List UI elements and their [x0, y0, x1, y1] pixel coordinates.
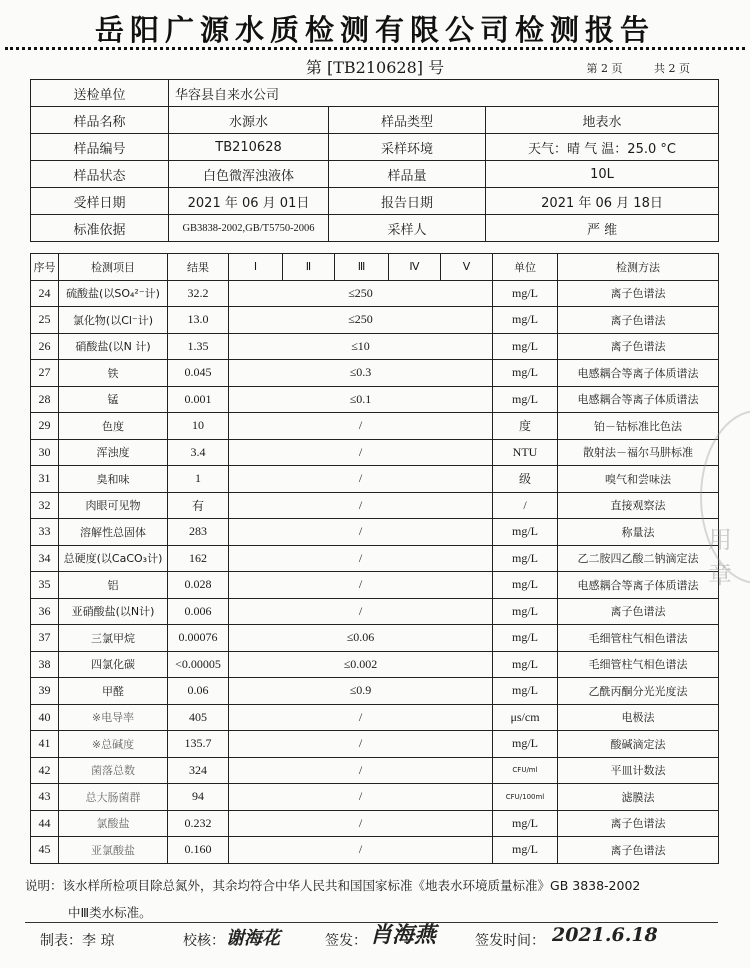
row-number: 41 [31, 731, 59, 758]
test-result: 0.160 [168, 837, 229, 864]
row-number: 32 [31, 492, 59, 519]
info-label: 受样日期 [31, 188, 169, 215]
unit: mg/L [493, 386, 558, 413]
test-method: 离子色谱法 [558, 598, 719, 625]
test-method: 离子色谱法 [558, 837, 719, 864]
standard-limit: / [229, 545, 493, 572]
test-item: 浑浊度 [59, 439, 168, 466]
results-header-row [31, 254, 719, 281]
test-result: 135.7 [168, 731, 229, 758]
table-row [31, 360, 719, 387]
row-number: 43 [31, 784, 59, 811]
test-result: 10 [168, 413, 229, 440]
row-number: 42 [31, 757, 59, 784]
unit: mg/L [493, 519, 558, 546]
info-value: 地表水 [486, 107, 719, 134]
standard-limit: / [229, 704, 493, 731]
test-method: 散射法－福尔马肼标准 [558, 439, 719, 466]
table-row [31, 333, 719, 360]
unit: mg/L [493, 280, 558, 307]
table-row [31, 784, 719, 811]
page-current: 第 2 页 [586, 62, 623, 75]
test-method: 电感耦合等离子体质谱法 [558, 386, 719, 413]
unit: mg/L [493, 572, 558, 599]
standard-limit: ≤250 [229, 280, 493, 307]
report-number: 第 [TB210628] 号 [305, 58, 445, 77]
standard-limit: / [229, 757, 493, 784]
unit: mg/L [493, 810, 558, 837]
table-row [31, 651, 719, 678]
info-label: 样品状态 [31, 161, 169, 188]
info-label: 样品类型 [329, 107, 486, 134]
unit: / [493, 492, 558, 519]
unit: 度 [493, 413, 558, 440]
standard-limit: ≤250 [229, 307, 493, 334]
test-method: 电极法 [558, 704, 719, 731]
test-result: 1.35 [168, 333, 229, 360]
unit: mg/L [493, 360, 558, 387]
test-method: 乙酰丙酮分光光度法 [558, 678, 719, 705]
test-item: 三氯甲烷 [59, 625, 168, 652]
column-header: 结果 [168, 254, 229, 281]
info-value: 10L [486, 161, 719, 188]
test-result: 324 [168, 757, 229, 784]
unit: CFU/100ml [493, 784, 558, 811]
test-method: 乙二胺四乙酸二钠滴定法 [558, 545, 719, 572]
column-header: 检测方法 [558, 254, 719, 281]
column-header: Ⅱ [283, 254, 335, 281]
test-method: 毛细管柱气相色谱法 [558, 625, 719, 652]
column-header: Ⅲ [335, 254, 389, 281]
checker-signature: 谢海花 [226, 928, 280, 949]
signer-label: 签发： [325, 933, 367, 949]
sample-info-table [30, 79, 719, 242]
test-item: 菌落总数 [59, 757, 168, 784]
info-value: 水源水 [169, 107, 329, 134]
info-value: 白色微浑浊液体 [169, 161, 329, 188]
info-row [31, 80, 719, 107]
standard-limit: / [229, 810, 493, 837]
info-value: 天气：晴 气 温：25.0 °C [486, 134, 719, 161]
unit: mg/L [493, 731, 558, 758]
test-item: ※总碱度 [59, 731, 168, 758]
unit: 级 [493, 466, 558, 493]
seal-text: 用章 [708, 526, 732, 589]
info-label: 采样环境 [329, 134, 486, 161]
standard-limit: / [229, 413, 493, 440]
test-result: 94 [168, 784, 229, 811]
column-header: Ⅳ [389, 254, 441, 281]
row-number: 33 [31, 519, 59, 546]
title-dotted-divider [5, 47, 745, 50]
conclusion-note: 说明：该水样所检项目除总氮外，其余均符合中华人民共和国国家标准《地表水环境质量标准》GB 3838-2002 [25, 878, 641, 893]
standard-limit: ≤0.3 [229, 360, 493, 387]
row-number: 36 [31, 598, 59, 625]
test-method: 铂－钴标准比色法 [558, 413, 719, 440]
test-item: 氯酸盐 [59, 810, 168, 837]
test-item: 硝酸盐(以N 计) [59, 333, 168, 360]
unit: mg/L [493, 598, 558, 625]
table-row [31, 757, 719, 784]
test-result: 0.06 [168, 678, 229, 705]
page-total: 共 2 页 [654, 62, 690, 75]
table-row [31, 704, 719, 731]
conclusion-note-cont: 中Ⅲ类水标准。 [68, 905, 152, 920]
info-value: 华容县自来水公司 [169, 80, 719, 107]
table-row [31, 413, 719, 440]
info-row [31, 215, 719, 242]
test-method: 离子色谱法 [558, 307, 719, 334]
test-result: 162 [168, 545, 229, 572]
test-result: 405 [168, 704, 229, 731]
table-row [31, 678, 719, 705]
report-title: 岳阳广源水质检测有限公司检测报告 [94, 13, 655, 47]
table-row [31, 625, 719, 652]
page-indicator [559, 60, 691, 76]
test-method: 电感耦合等离子体质谱法 [558, 572, 719, 599]
row-number: 40 [31, 704, 59, 731]
row-number: 35 [31, 572, 59, 599]
table-row [31, 386, 719, 413]
table-row [31, 545, 719, 572]
table-row [31, 519, 719, 546]
unit: mg/L [493, 307, 558, 334]
column-header: 序号 [31, 254, 59, 281]
column-header: Ⅴ [441, 254, 493, 281]
test-item: 硫酸盐(以SO₄²⁻计) [59, 280, 168, 307]
row-number: 24 [31, 280, 59, 307]
test-result: 1 [168, 466, 229, 493]
test-result: 13.0 [168, 307, 229, 334]
results-table [30, 253, 719, 864]
standard-limit: ≤0.1 [229, 386, 493, 413]
test-method: 滤膜法 [558, 784, 719, 811]
row-number: 30 [31, 439, 59, 466]
sign-time-handwritten: 2021.6.18 [552, 924, 658, 946]
info-row [31, 188, 719, 215]
row-number: 38 [31, 651, 59, 678]
unit: mg/L [493, 651, 558, 678]
table-row [31, 598, 719, 625]
row-number: 29 [31, 413, 59, 440]
column-header: 单位 [493, 254, 558, 281]
standard-limit: / [229, 837, 493, 864]
standard-limit: / [229, 784, 493, 811]
test-method: 直接观察法 [558, 492, 719, 519]
test-item: 肉眼可见物 [59, 492, 168, 519]
unit: mg/L [493, 625, 558, 652]
test-method: 离子色谱法 [558, 333, 719, 360]
test-method: 嗅气和尝味法 [558, 466, 719, 493]
test-method: 毛细管柱气相色谱法 [558, 651, 719, 678]
info-label: 样品编号 [31, 134, 169, 161]
row-number: 34 [31, 545, 59, 572]
test-item: 四氯化碳 [59, 651, 168, 678]
row-number: 37 [31, 625, 59, 652]
standard-limit: ≤0.06 [229, 625, 493, 652]
info-label: 报告日期 [329, 188, 486, 215]
info-row [31, 107, 719, 134]
test-result: 0.045 [168, 360, 229, 387]
test-result: 有 [168, 492, 229, 519]
standard-limit: ≤0.002 [229, 651, 493, 678]
row-number: 39 [31, 678, 59, 705]
unit: μs/cm [493, 704, 558, 731]
unit: mg/L [493, 678, 558, 705]
test-method: 称量法 [558, 519, 719, 546]
standard-limit: / [229, 492, 493, 519]
test-item: 总硬度(以CaCO₃计) [59, 545, 168, 572]
row-number: 45 [31, 837, 59, 864]
info-label: 标准依据 [31, 215, 169, 242]
test-item: 铝 [59, 572, 168, 599]
info-value: 严 维 [486, 215, 719, 242]
standard-limit: / [229, 519, 493, 546]
info-value: 2021 年 06 月 01日 [169, 188, 329, 215]
column-header: Ⅰ [229, 254, 283, 281]
test-method: 离子色谱法 [558, 280, 719, 307]
row-number: 31 [31, 466, 59, 493]
row-number: 25 [31, 307, 59, 334]
standard-limit: / [229, 466, 493, 493]
unit: mg/L [493, 837, 558, 864]
standard-limit: / [229, 572, 493, 599]
test-result: 0.028 [168, 572, 229, 599]
table-row [31, 492, 719, 519]
info-value: TB210628 [169, 134, 329, 161]
standard-limit: ≤10 [229, 333, 493, 360]
info-label: 送检单位 [31, 80, 169, 107]
test-item: 铁 [59, 360, 168, 387]
test-item: 氯化物(以Cl⁻计) [59, 307, 168, 334]
unit: mg/L [493, 545, 558, 572]
test-result: 0.232 [168, 810, 229, 837]
row-number: 26 [31, 333, 59, 360]
sign-time-label: 签发时间： [475, 933, 545, 949]
test-result: 283 [168, 519, 229, 546]
info-value: 2021 年 06 月 18日 [486, 188, 719, 215]
column-header: 检测项目 [59, 254, 168, 281]
test-result: 0.00076 [168, 625, 229, 652]
maker-label: 制表：李 琼 [40, 933, 115, 949]
table-row [31, 307, 719, 334]
test-item: 溶解性总固体 [59, 519, 168, 546]
test-item: 甲醛 [59, 678, 168, 705]
test-result: 0.001 [168, 386, 229, 413]
info-value: GB3838-2002,GB/T5750-2006 [169, 215, 329, 242]
test-method: 平皿计数法 [558, 757, 719, 784]
test-result: 0.006 [168, 598, 229, 625]
test-item: 亚氯酸盐 [59, 837, 168, 864]
row-number: 44 [31, 810, 59, 837]
table-row [31, 731, 719, 758]
test-item: 色度 [59, 413, 168, 440]
test-result: 3.4 [168, 439, 229, 466]
info-label: 样品量 [329, 161, 486, 188]
standard-limit: / [229, 439, 493, 466]
test-result: 32.2 [168, 280, 229, 307]
row-number: 27 [31, 360, 59, 387]
test-method: 酸碱滴定法 [558, 731, 719, 758]
test-result: <0.00005 [168, 651, 229, 678]
results-body [31, 280, 719, 863]
info-row [31, 134, 719, 161]
test-item: ※电导率 [59, 704, 168, 731]
test-method: 离子色谱法 [558, 810, 719, 837]
test-method: 电感耦合等离子体质谱法 [558, 360, 719, 387]
checker-label: 校核： [183, 933, 225, 949]
unit: NTU [493, 439, 558, 466]
unit: CFU/ml [493, 757, 558, 784]
table-row [31, 810, 719, 837]
row-number: 28 [31, 386, 59, 413]
table-row [31, 439, 719, 466]
test-item: 臭和味 [59, 466, 168, 493]
info-row [31, 161, 719, 188]
standard-limit: / [229, 731, 493, 758]
standard-limit: / [229, 598, 493, 625]
standard-limit: ≤0.9 [229, 678, 493, 705]
test-item: 亚硝酸盐(以N计) [59, 598, 168, 625]
table-row [31, 280, 719, 307]
table-row [31, 466, 719, 493]
info-label: 样品名称 [31, 107, 169, 134]
unit: mg/L [493, 333, 558, 360]
table-row [31, 572, 719, 599]
table-row [31, 837, 719, 864]
info-label: 采样人 [329, 215, 486, 242]
test-item: 总大肠菌群 [59, 784, 168, 811]
test-item: 锰 [59, 386, 168, 413]
signer-signature: 肖海燕 [370, 922, 437, 948]
